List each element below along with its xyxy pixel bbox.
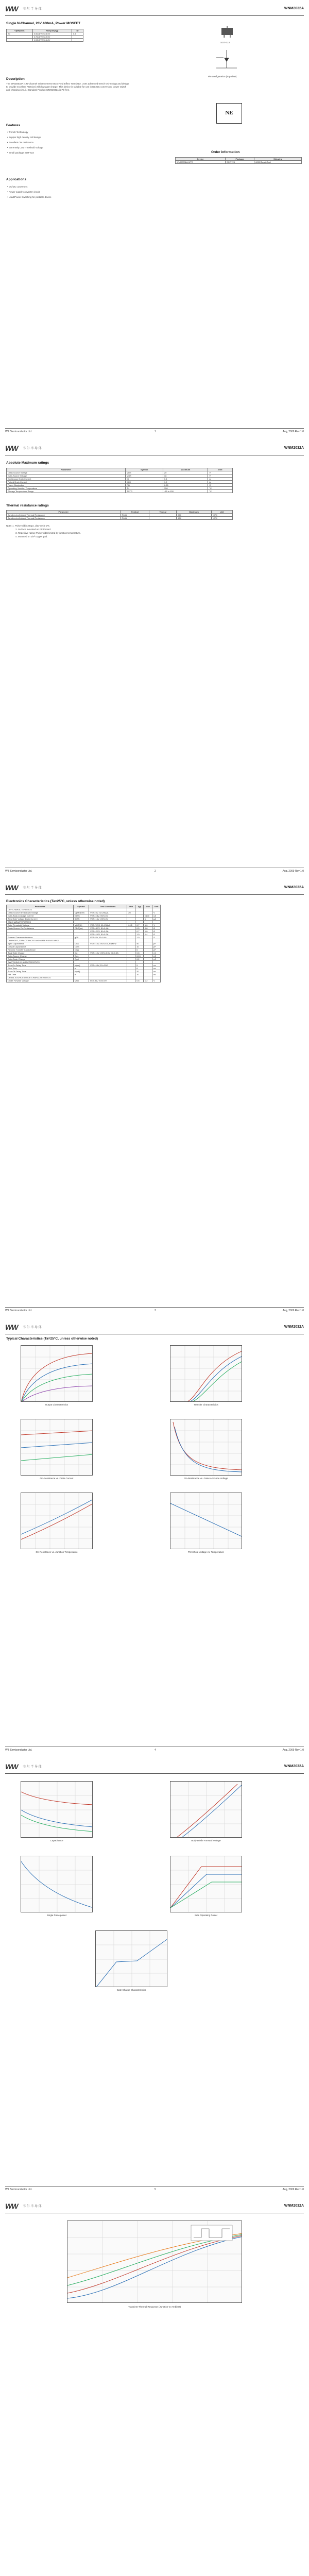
- page-5: [0, 1758, 309, 2197]
- cell: PD: [126, 484, 163, 487]
- cell: Forward Transconductance: [7, 936, 74, 939]
- graph-capacitance: [21, 1781, 93, 1838]
- cell: 0.8: [143, 927, 152, 930]
- cell: Junction-to-Ambient Thermal Resistance: [7, 517, 121, 520]
- pin-config-label: Pin configuration (Top view): [208, 75, 237, 78]
- cell: Power Dissipation: [7, 484, 126, 487]
- cell: 1.2: [143, 979, 152, 982]
- cell: Coss: [74, 945, 89, 948]
- features-title: Features: [6, 124, 21, 127]
- table-row: [176, 161, 302, 164]
- footer-company: Will Semiconductor Ltd.: [5, 2188, 32, 2191]
- cell: tf: [74, 973, 89, 976]
- graph-safe-operating: [170, 1856, 242, 1912]
- cell: Junction-to-Ambient Thermal Resistance: [7, 514, 121, 517]
- table-header: Typ: [135, 905, 144, 908]
- cell: RθJA: [121, 514, 149, 517]
- page-3: [0, 879, 309, 1318]
- footer-company: Will Semiconductor Ltd.: [5, 1309, 32, 1312]
- footer-date: Aug, 2009 Rev 1.0: [282, 2188, 304, 2191]
- cell: Gate-Drain Charge: [7, 958, 74, 961]
- graph-caption: Threshold Voltage vs. Temperature: [188, 1551, 224, 1553]
- page-header: [5, 882, 304, 895]
- cell: W: [208, 484, 233, 487]
- cell: Ciss: [74, 942, 89, 945]
- spec-header: ID: [72, 29, 83, 32]
- note: Note: 1. Pulse width 300µs, duty cycle 2%.: [6, 524, 50, 527]
- feature-text: Trench Technology: [8, 131, 28, 133]
- page-footer: [5, 868, 304, 874]
- graph-caption: Capacitance: [50, 1839, 63, 1842]
- cell: 20: [7, 32, 33, 36]
- company-logo: WW: [5, 5, 18, 13]
- page-number: 3: [154, 1309, 156, 1312]
- cell: °C/W: [211, 514, 232, 517]
- cell: Reverse Transfer Capacitance: [7, 948, 74, 952]
- cell: Operating Junction Temperature: [7, 487, 126, 490]
- section-title: Electronics Characteristics (Ta=25°C, unless otherwise noted): [6, 900, 105, 903]
- cell: DRAIN-SOURCE DIODE CHARACTERISTICS: [7, 976, 74, 979]
- app-text: DC/DC converters: [8, 185, 28, 188]
- cell: RDS(on): [74, 927, 89, 930]
- cell: nC: [152, 958, 161, 961]
- page-number: 5: [154, 2188, 156, 2191]
- cell: -55 to 150: [163, 490, 208, 493]
- cell: [7, 39, 33, 42]
- cell: VGS=4.5V, ID=0.4A: [89, 927, 127, 930]
- cell: gFS: [74, 936, 89, 939]
- order-header: Shipping: [254, 158, 302, 161]
- company-logo: WW: [5, 2202, 18, 2210]
- cell: Drain-Source On-Resistance: [7, 927, 74, 930]
- cell: °C/W: [211, 517, 232, 520]
- cell: VGS=2.5V, ID=0.3A: [89, 930, 127, 933]
- app-text: Load/Power Switching for portable device: [8, 196, 52, 198]
- feature-text: Extremely Low Threshold Voltage: [8, 146, 43, 149]
- company-name-cn: 韦 尔 半 导 体: [23, 887, 42, 890]
- cell: VGS: [126, 474, 163, 478]
- cell: VDS=5V, ID=0.4A: [89, 936, 127, 939]
- cell: 0.25: [163, 484, 208, 487]
- cell: 0.5: [135, 927, 144, 930]
- cell: 0.7: [135, 924, 144, 927]
- cell: VDS: [126, 471, 163, 474]
- list-item: • Excellent ON resistance: [7, 141, 33, 144]
- cell: 8: [135, 967, 144, 970]
- abs-max-table: [6, 468, 233, 493]
- graph-on-resistance-vgs: [170, 1419, 242, 1476]
- cell: RθJA: [121, 517, 149, 520]
- cell: Turn-On Delay Time: [7, 964, 74, 967]
- graph-caption: Single Pulse power: [46, 1914, 67, 1917]
- cell: ns: [152, 973, 161, 976]
- section-title: Typical Characteristics (Ta=25°C, unless otherwise noted): [6, 1337, 98, 1341]
- graph-threshold-temp: [170, 1493, 242, 1549]
- cell: Ω: [152, 927, 161, 930]
- section-title: Thermal resistance ratings: [6, 504, 49, 507]
- feature-text: Supper high density cell design: [8, 136, 41, 139]
- table-header: Maximum: [177, 511, 211, 514]
- footer-date: Aug, 2009 Rev 1.0: [282, 1749, 304, 1752]
- cell: td(off): [74, 970, 89, 973]
- cell: 1.0: [143, 924, 152, 927]
- list-item: • DC/DC converters: [7, 185, 28, 188]
- company-logo: WW: [5, 884, 18, 892]
- company-name-cn: 韦 尔 半 导 体: [23, 1326, 42, 1329]
- cell: 150: [163, 487, 208, 490]
- cell: 1.0Ω@VGS=1.8V: [32, 39, 72, 42]
- table-header: Parameter: [7, 511, 121, 514]
- cell: VGS=1.8V, ID=0.2A: [89, 933, 127, 936]
- table-header: Symbol: [121, 511, 149, 514]
- page-6: [0, 2197, 309, 2576]
- cell: V: [208, 474, 233, 478]
- cell: 1.2: [163, 481, 208, 484]
- part-number: WNM2032A: [284, 2204, 304, 2208]
- cell: ±100: [143, 914, 152, 918]
- footer-company: Will Semiconductor Ltd.: [5, 430, 32, 433]
- cell: V: [152, 924, 161, 927]
- cell: IDSS: [74, 918, 89, 921]
- applications-title: Applications: [6, 178, 27, 181]
- cell: Input Capacitance: [7, 942, 74, 945]
- cell: VGS(th): [74, 924, 89, 927]
- package-image: [216, 26, 237, 39]
- graph-body-diode: [170, 1781, 242, 1838]
- graph-caption: On-Resistance vs. Gate-to-Source Voltage: [184, 1477, 228, 1480]
- cell: nA: [152, 914, 161, 918]
- cell: 0.8: [135, 952, 144, 955]
- graph-on-resistance-temp: [21, 1493, 93, 1549]
- table-header: Parameter: [7, 468, 126, 471]
- part-number: WNM2032A: [284, 886, 304, 889]
- table-row: [7, 39, 83, 42]
- table-header: Unit: [208, 468, 233, 471]
- cell: VDS=10V, VGS=0V, f=1MHz: [89, 942, 127, 945]
- cell: 0.15: [135, 955, 144, 958]
- footer-company: Will Semiconductor Ltd.: [5, 1749, 32, 1752]
- cell: Qg: [74, 952, 89, 955]
- page-header: [5, 2200, 304, 2213]
- footer-date: Aug, 2009 Rev 1.0: [282, 870, 304, 873]
- cell: ID: [126, 478, 163, 481]
- cell: Qgs: [74, 955, 89, 958]
- cell: SOT-723: [225, 161, 254, 164]
- cell: 10: [135, 945, 144, 948]
- cell: Storage Temperature Range: [7, 490, 126, 493]
- cell: 20: [135, 970, 144, 973]
- page-2: [0, 439, 309, 879]
- cell: 1.0: [135, 933, 144, 936]
- company-name-cn: 韦 尔 半 导 体: [23, 447, 42, 450]
- spec-header: RDS(ON)Typ: [32, 29, 72, 32]
- page-number: 4: [154, 1749, 156, 1752]
- cell: 0.2: [135, 958, 144, 961]
- cell: 1.0: [143, 930, 152, 933]
- cell: 6: [135, 948, 144, 952]
- cell: °C: [208, 487, 233, 490]
- feature-text: Excellent ON resistance: [8, 141, 33, 144]
- page-header: [5, 442, 304, 455]
- table-header: Parameter: [7, 905, 74, 908]
- cell: Total Gate Charge: [7, 952, 74, 955]
- cell: ns: [152, 970, 161, 973]
- cell: [72, 39, 83, 42]
- electrical-table: [6, 905, 161, 982]
- cell: CHARGES, CAPACITANCES AND GATE RESISTANCE: [7, 939, 74, 942]
- marking-code: NE: [225, 110, 233, 116]
- cell: 0.7Ω@VGS=2.5V: [32, 36, 72, 39]
- cell: 20: [163, 471, 208, 474]
- graph-caption: Output Characteristics: [45, 1403, 68, 1406]
- cell: VDS=10V, VGS=4.5V, ID=0.4A: [89, 952, 127, 955]
- footer-company: Will Semiconductor Ltd.: [5, 870, 32, 873]
- cell: 0.5Ω@VGS=4.5V: [32, 32, 72, 36]
- graph-transfer-characteristics: [170, 1345, 242, 1402]
- cell: °C: [208, 490, 233, 493]
- page-footer: [5, 1747, 304, 1753]
- table-header: Min: [127, 905, 135, 908]
- cell: SWITCHING CHARACTERISTICS: [7, 961, 74, 964]
- graph-caption: Gate Charge Characteristics: [116, 1989, 146, 1991]
- page-header: [5, 1760, 304, 1774]
- cell: Turn-Off Delay Time: [7, 970, 74, 973]
- table-header: Max: [143, 905, 152, 908]
- cell: tr: [74, 967, 89, 970]
- table-header: Unit: [211, 511, 232, 514]
- thermal-table: [6, 510, 233, 520]
- cell: 10: [135, 973, 144, 976]
- cell: Drain-Source Voltage: [7, 471, 126, 474]
- cell: OFF CHARACTERISTICS: [7, 908, 74, 911]
- page-number: 1: [154, 430, 156, 433]
- cell: IDM: [126, 481, 163, 484]
- pin-diagram: [211, 47, 242, 73]
- cell: 0.7: [135, 930, 144, 933]
- cell: ns: [152, 967, 161, 970]
- cell: Gate Threshold Voltage: [7, 924, 74, 927]
- cell: Ω: [152, 930, 161, 933]
- graph-on-resistance-current: [21, 1419, 93, 1476]
- cell: 40: [135, 942, 144, 945]
- note: 2. Surface mounted on FR4 board.: [15, 528, 52, 531]
- cell: IS=0.4A, VGS=0V: [89, 979, 127, 982]
- cell: Gate-Source Voltage: [7, 474, 126, 478]
- cell: VDD=10V, RL=25Ω: [89, 964, 127, 967]
- cell: 1.4: [143, 933, 152, 936]
- cell: nC: [152, 955, 161, 958]
- page-number: 2: [154, 870, 156, 873]
- note: 4. Mounted on 1in² copper pad.: [15, 535, 48, 538]
- list-item: • Small package SOT-723: [7, 151, 34, 154]
- company-name-cn: 韦 尔 半 导 体: [23, 8, 42, 11]
- cell: TSTG: [126, 490, 163, 493]
- cell: A: [208, 478, 233, 481]
- cell: IGSS: [74, 914, 89, 918]
- cell: V(BR)DSS: [74, 911, 89, 914]
- section-title: Absolute Maximum ratings: [6, 461, 49, 465]
- cell: Crss: [74, 948, 89, 952]
- table-header: Typical: [149, 511, 177, 514]
- graph-caption: On-Resistance vs. Junction Temperature: [36, 1551, 78, 1553]
- cell: 1.0: [135, 936, 144, 939]
- part-number: WNM2032A: [284, 7, 304, 10]
- cell: td(on): [74, 964, 89, 967]
- spec-header: V(BR)DSS: [7, 29, 33, 32]
- cell: VSD: [74, 979, 89, 982]
- cell: ±8: [163, 474, 208, 478]
- graph-caption: Safe Operating Power: [194, 1914, 218, 1917]
- table-header: Symbol: [74, 905, 89, 908]
- table-row: [7, 979, 161, 982]
- cell: Ω: [152, 933, 161, 936]
- cell: 20: [127, 911, 135, 914]
- cell: VDS=16V, VGS=0V: [89, 918, 127, 921]
- cell: VGS=0V, ID=250µA: [89, 911, 127, 914]
- cell: A: [208, 481, 233, 484]
- cell: Continuous Drain Current: [7, 478, 126, 481]
- cell: VDS=VGS, ID=250µA: [89, 924, 127, 927]
- cell: pF: [152, 942, 161, 945]
- cell: [149, 517, 177, 520]
- page-header: [5, 1321, 304, 1334]
- table-header: Test Conditions: [89, 905, 127, 908]
- cell: V: [208, 471, 233, 474]
- table-row: [7, 517, 233, 520]
- cell: ON CHARACTERISTICS: [7, 921, 74, 924]
- list-item: • Supper high density cell design: [7, 136, 41, 139]
- graph-caption: Body Diode Forward Voltage: [191, 1839, 221, 1842]
- cell: Fall Time: [7, 973, 74, 976]
- order-header: Device: [176, 158, 226, 161]
- cell: Drain-Source Breakdown Voltage: [7, 911, 74, 914]
- company-name-cn: 韦 尔 半 导 体: [23, 1766, 42, 1769]
- cell: nC: [152, 952, 161, 955]
- list-item: • Extremely Low Threshold Voltage: [7, 146, 43, 149]
- cell: ns: [152, 964, 161, 967]
- feature-text: Small package SOT-723: [8, 151, 34, 154]
- cell: Qgd: [74, 958, 89, 961]
- table-row: [7, 490, 233, 493]
- page-footer: [5, 1307, 304, 1313]
- cell: Pulsed Drain Current: [7, 481, 126, 484]
- footer-date: Aug, 2009 Rev 1.0: [282, 1309, 304, 1312]
- graph-caption: On-Resistance vs. Drain Current: [40, 1477, 74, 1480]
- graph-caption: Transient Thermal Response (Junction-to-Ambient): [128, 2306, 181, 2308]
- cell: TJ: [126, 487, 163, 490]
- cell: V: [152, 979, 161, 982]
- company-logo: WW: [5, 1323, 18, 1331]
- cell: [127, 979, 135, 982]
- app-text: Power supply converter circuit: [8, 191, 40, 193]
- cell: Output Capacitance: [7, 945, 74, 948]
- list-item: • Load/Power Switching for portable device: [7, 196, 52, 198]
- note: 3. Repetitive rating; Pulse width limited by junction temperature.: [15, 532, 81, 534]
- graph-caption: Transfer Characteristics: [194, 1403, 218, 1406]
- graph-single-pulse: [21, 1856, 93, 1912]
- table-header: Unit: [152, 905, 161, 908]
- order-header: Package: [225, 158, 254, 161]
- order-table: [175, 157, 302, 164]
- company-logo: WW: [5, 444, 18, 452]
- description-text: The WNM2032A is N-Channel enhancement MOS Field Effect Transistor. Uses advanced trench technology and design to provide excellent RDS(on) with low gate charge. This device is suitable for use in DC-DC conversion, power switch and charging circuit. Standard Product WNM2032A is Pb-free.: [6, 82, 129, 91]
- description-title: Description: [6, 77, 25, 81]
- graph-transient-thermal: [67, 2221, 242, 2303]
- page-4: [0, 1318, 309, 1758]
- page-footer: [5, 428, 304, 434]
- graph-gate-charge: [95, 1930, 167, 1987]
- cell: 5: [135, 964, 144, 967]
- part-number: WNM2032A: [284, 1325, 304, 1329]
- package-label: SOT-723: [220, 41, 230, 44]
- cell: 500: [177, 514, 211, 517]
- graph-output-characteristics: [21, 1345, 93, 1402]
- cell: Gate-Source Charge: [7, 955, 74, 958]
- marking-diagram: [216, 103, 242, 124]
- cell: Rise Time: [7, 967, 74, 970]
- cell: 8000/Tape&Reel: [254, 161, 302, 164]
- cell: 0.4: [72, 32, 83, 36]
- table-header: Maximum: [163, 468, 208, 471]
- page-1: [0, 0, 309, 439]
- cell: VGS=±8V, VDS=0V: [89, 914, 127, 918]
- footer-date: Aug, 2009 Rev 1.0: [282, 430, 304, 433]
- page-footer: [5, 2186, 304, 2192]
- cell: 0.8: [135, 979, 144, 982]
- table-header: Symbol: [126, 468, 163, 471]
- cell: Zero Gate Voltage Drain Current: [7, 918, 74, 921]
- cell: V: [152, 911, 161, 914]
- company-name-cn: 韦 尔 半 导 体: [23, 2205, 42, 2208]
- order-title: Order information: [211, 150, 240, 154]
- list-item: • Power supply converter circuit: [7, 191, 40, 193]
- page-header: [5, 3, 304, 16]
- cell: 1: [143, 918, 152, 921]
- part-number: WNM2032A: [284, 446, 304, 450]
- cell: 400: [177, 517, 211, 520]
- page-title: Single N-Channel, 20V 400mA, Power MOSFET: [6, 22, 81, 25]
- cell: S: [152, 936, 161, 939]
- cell: pF: [152, 945, 161, 948]
- cell: µA: [152, 918, 161, 921]
- cell: WNM2032A-3/TR: [176, 161, 226, 164]
- part-number: WNM2032A: [284, 1765, 304, 1768]
- company-logo: WW: [5, 1762, 18, 1771]
- cell: 0.4: [163, 478, 208, 481]
- cell: Diode Forward Voltage: [7, 979, 74, 982]
- cell: Gate-Body Leakage Current: [7, 914, 74, 918]
- spec-table: [6, 29, 83, 42]
- list-item: • Trench Technology: [7, 131, 28, 133]
- cell: pF: [152, 948, 161, 952]
- cell: 0.45: [127, 924, 135, 927]
